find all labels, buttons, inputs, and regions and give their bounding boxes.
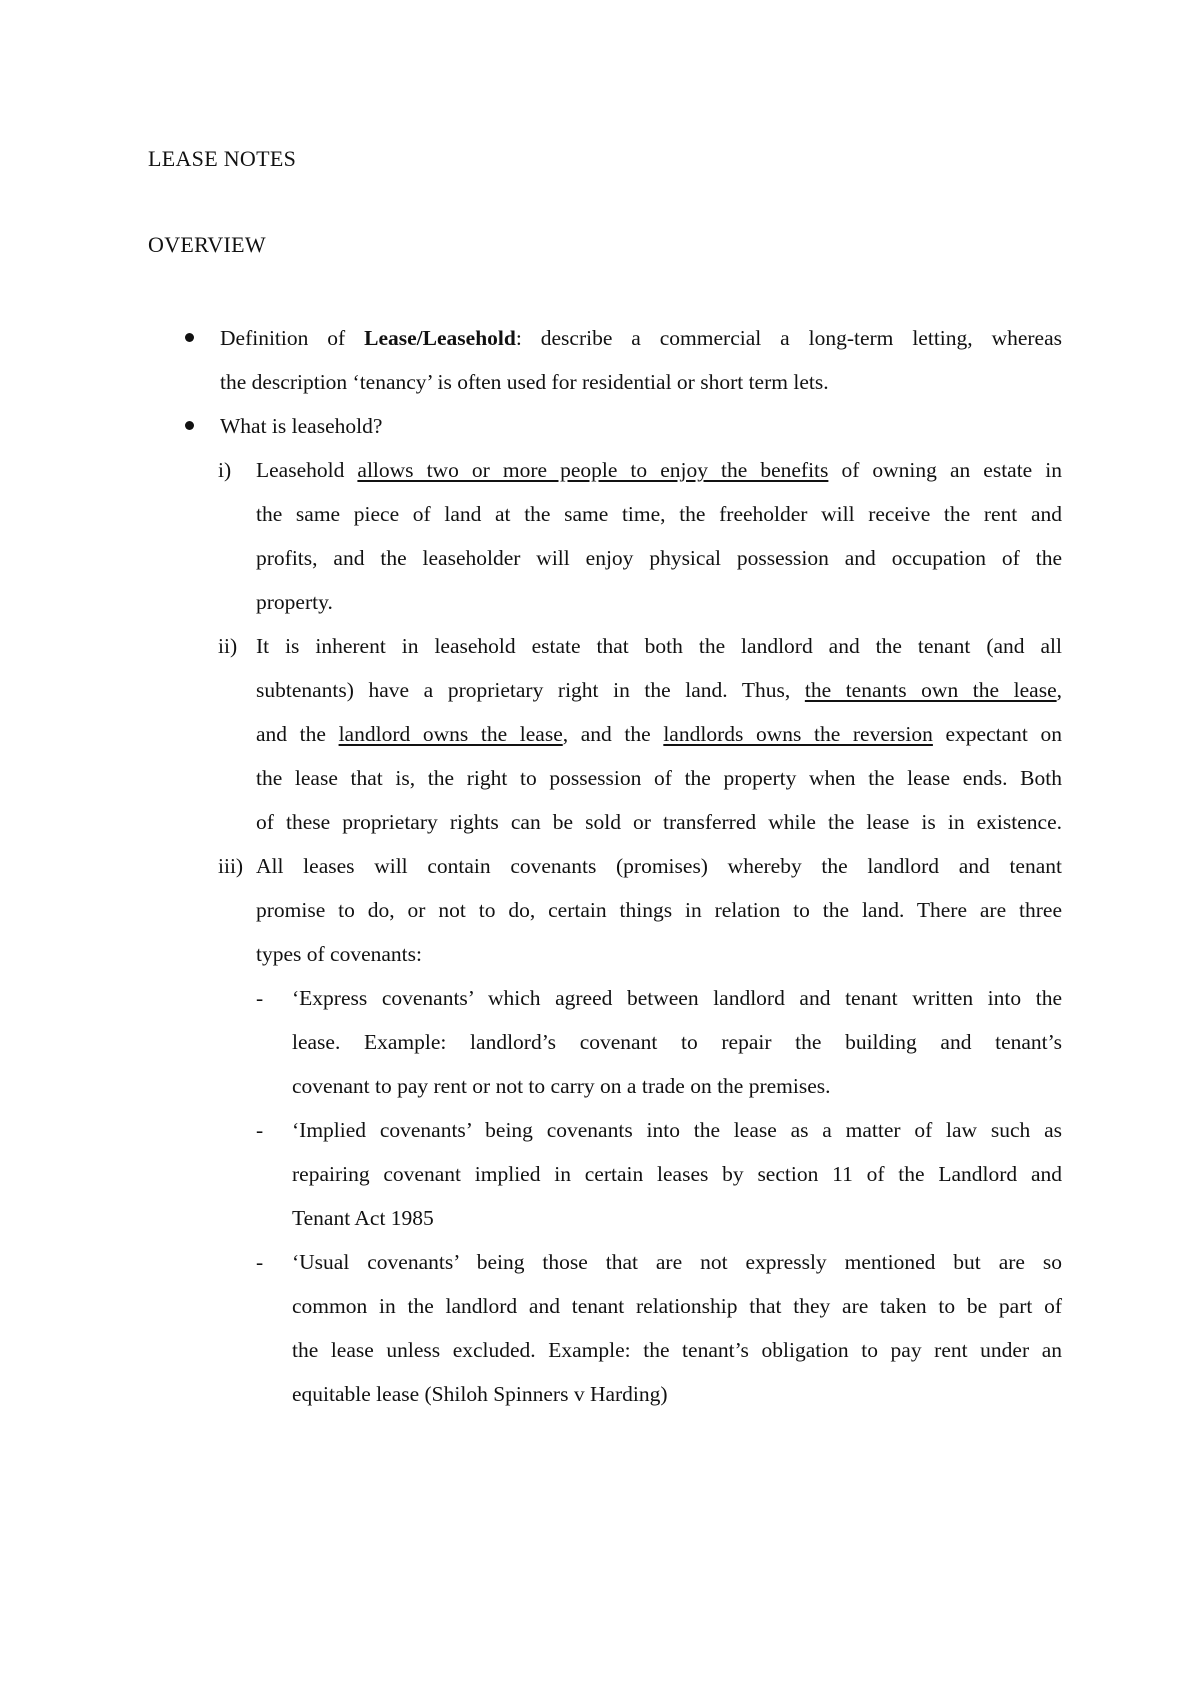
document-title: LEASE NOTES <box>148 146 297 171</box>
text-line: and the landlord owns the lease, and the landlords owns the reversion expectant on <box>256 722 1063 746</box>
text-line: types of covenants: <box>256 942 422 966</box>
text-line: Definition of Lease/Leasehold: describe a commercial a long-term letting, whereas <box>220 326 1062 350</box>
dash-item-implied <box>0 1108 1200 1152</box>
text-line: the lease unless excluded. Example: the tenant’s obligation to pay rent under an <box>292 1338 1062 1362</box>
text-line: subtenants) have a proprietary right in the land. Thus, the tenants own the lease, <box>256 678 1062 702</box>
text-line: lease. Example: landlord’s covenant to repair the building and tenant’s <box>292 1030 1062 1054</box>
text-line: repairing covenant implied in certain leases by section 11 of the Landlord and <box>292 1162 1062 1186</box>
bullet-definition <box>0 316 1200 360</box>
item-ii <box>0 624 1200 668</box>
bold-term: Lease/Leasehold <box>364 326 516 350</box>
bullet-what-is-leasehold <box>0 404 1200 448</box>
text-line: All leases will contain covenants (promises) whereby the landlord and tenant <box>256 854 1062 878</box>
text-line: property. <box>256 590 333 614</box>
text-line: Tenant Act 1985 <box>292 1206 434 1230</box>
document-body <box>0 316 1200 1416</box>
text-line: the same piece of land at the same time, the freeholder will receive the rent and <box>256 502 1062 526</box>
dash-item-usual <box>0 1240 1200 1284</box>
bullet-icon <box>185 333 194 342</box>
text-line: ‘Express covenants’ which agreed between landlord and tenant written into the <box>292 986 1062 1010</box>
text-line: the lease that is, the right to possession of the property when the lease ends. Both <box>256 766 1062 790</box>
dash-item-express <box>0 976 1200 1020</box>
list-marker: i) <box>218 458 232 482</box>
text-line: the description ‘tenancy’ is often used for residential or short term lets. <box>220 370 829 394</box>
text-line: of these proprietary rights can be sold or transferred while the lease is in existence. <box>256 810 1062 834</box>
list-marker: ii) <box>218 634 238 658</box>
text-line: ‘Implied covenants’ being covenants into the lease as a matter of law such as <box>292 1118 1062 1142</box>
underlined-text: allows two or more people to enjoy the benefits <box>357 458 829 482</box>
underlined-text: landlord owns the lease <box>338 722 563 746</box>
dash-marker: - <box>256 1250 264 1274</box>
text-line: profits, and the leaseholder will enjoy physical possession and occupation of the <box>256 546 1062 570</box>
bullet-icon <box>185 421 194 430</box>
text-line: equitable lease (Shiloh Spinners v Harding) <box>292 1382 668 1406</box>
text-line: ‘Usual covenants’ being those that are not expressly mentioned but are so <box>292 1250 1062 1274</box>
text-line: What is leasehold? <box>220 414 383 438</box>
text-line: Leasehold allows two or more people to enjoy the benefits of owning an estate in <box>256 458 1062 482</box>
section-heading: OVERVIEW <box>148 232 266 257</box>
item-iii <box>0 844 1200 888</box>
text-line: It is inherent in leasehold estate that both the landlord and the tenant (and all <box>256 634 1062 658</box>
dash-marker: - <box>256 1118 264 1142</box>
underlined-text: the tenants own the lease <box>804 678 1057 702</box>
underlined-text: landlords owns the reversion <box>663 722 933 746</box>
text-line: common in the landlord and tenant relationship that they are taken to be part of <box>292 1294 1062 1318</box>
text-line: promise to do, or not to do, certain things in relation to the land. There are three <box>256 898 1062 922</box>
dash-marker: - <box>256 986 264 1010</box>
item-i <box>0 448 1200 492</box>
list-marker: iii) <box>218 854 244 878</box>
text-line: covenant to pay rent or not to carry on a trade on the premises. <box>292 1074 831 1098</box>
